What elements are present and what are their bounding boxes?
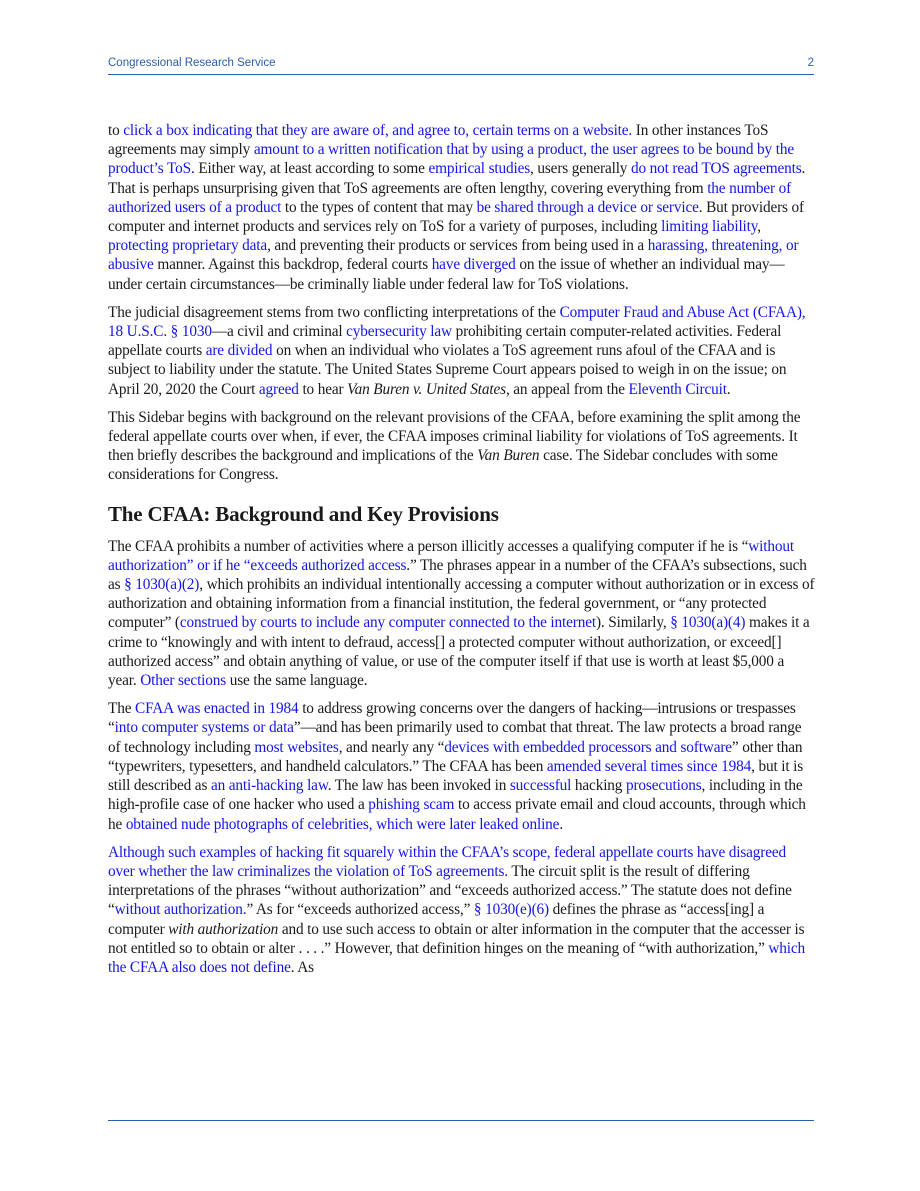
text: . That is perhaps unsurprising given that ToS agreements are often lengthy, covering everything from <box>108 160 806 197</box>
case-name-italic: Van Buren <box>477 447 540 465</box>
footer-divider <box>108 1120 814 1121</box>
text: , but it is still described as <box>108 757 804 795</box>
case-name-italic: Van Buren v. United States <box>347 380 506 398</box>
text: on the issue of whether an individual may—under certain circumstances—be criminally liable under federal law for ToS violations. <box>108 256 785 293</box>
text: to the types of content that may <box>281 198 477 216</box>
text: to address growing concerns over the dangers of hacking—intrusions or trespasses “ <box>108 700 796 737</box>
link-click-a-box[interactable]: click a box indicating that they are aware of, and agree to, certain terms on a website. <box>123 122 633 139</box>
link-anti-hacking-law[interactable]: an anti-hacking law <box>210 777 328 795</box>
link-eleventh-circuit[interactable]: Eleventh Circuit <box>628 380 727 398</box>
link-without-authorization[interactable]: without authorization” or if he “exceeds authorized access <box>108 537 794 574</box>
link-cfaa-statute[interactable]: Computer Fraud and Abuse Act (CFAA), 18 U.S.C. § 1030 <box>108 303 806 341</box>
link-1030-a-4[interactable]: § 1030(a)(4) <box>670 614 746 632</box>
text: hacking <box>571 777 626 795</box>
link-harassing-threatening[interactable]: harassing, threatening, or abusive <box>108 237 799 274</box>
header-org-name: Congressional Research Service <box>108 57 276 69</box>
text: . But providers of computer and internet products and services rely on ToS for a variety of purposes, including <box>108 198 804 236</box>
link-protecting-proprietary-data[interactable]: protecting proprietary data <box>108 237 268 255</box>
paragraph-cfaa-prohibitions <box>108 537 816 691</box>
header-page-number: 2 <box>807 57 814 69</box>
text: ” As for “exceeds authorized access,” <box>246 901 474 919</box>
text: to hear <box>298 380 348 398</box>
text: In other instances ToS agreements may simply <box>108 122 769 159</box>
text: on when an individual who violates a ToS agreement runs afoul of the CFAA and is subject to liability under the statute. The United States Supreme Court appears poised to weigh in on the issue; on April 20, 2020 the Court <box>108 342 787 398</box>
link-other-sections[interactable]: Other sections <box>140 672 227 690</box>
text: , which prohibits an individual intentionally accessing a computer without authorization or in excess of authorization and obtaining information from a financial institution, the federal government, or “any protected computer” ( <box>108 576 815 632</box>
text: —a civil and criminal <box>211 323 347 341</box>
link-most-websites[interactable]: most websites <box>254 738 339 756</box>
italic-phrase: with authorization <box>168 920 279 938</box>
text: , including in the high-profile case of one hacker who used a <box>108 777 803 814</box>
link-cybersecurity-law[interactable]: cybersecurity law <box>346 323 452 341</box>
text: defines the phrase as “access[ing] a computer <box>108 901 765 938</box>
paragraph-judicial-disagreement <box>108 303 816 399</box>
text: Either way, at least according to some <box>194 160 429 178</box>
link-be-shared[interactable]: be shared through a device or service <box>476 198 699 216</box>
paragraph-circuit-split <box>108 843 816 977</box>
section-heading: The CFAA: Background and Key Provisions <box>108 501 499 526</box>
text: .” The phrases appear in a number of the CFAA’s subsections, such as <box>108 556 807 594</box>
text: This Sidebar begins with background on the relevant provisions of the CFAA, before examining the split among the federal appellate courts over when, if ever, the CFAA imposes criminal liability for violations of ToS agreements. It then briefly describes the background and implications of the <box>108 408 801 465</box>
link-are-divided[interactable]: are divided <box>205 342 273 360</box>
link-without-authorization-def[interactable]: without authorization. <box>114 901 247 919</box>
link-phishing-scam[interactable]: phishing scam <box>368 796 455 814</box>
text: . <box>559 815 563 833</box>
text: makes it a crime to “knowingly and with intent to defraud, access[] a protected computer without authorization, or exceed[] authorized access” and obtain anything of value, or use of the computer itself if that use is worth at least $5,000 a year. <box>108 614 810 690</box>
text: The judicial disagreement stems from two conflicting interpretations of the <box>108 303 560 321</box>
text: to <box>108 122 124 139</box>
text: . As <box>290 958 314 976</box>
text: to access private email and cloud accounts, through which he <box>108 796 806 833</box>
paragraph-sidebar-overview <box>108 408 816 485</box>
link-courts-have-disagreed[interactable]: Although such examples of hacking fit squarely within the CFAA’s scope, federal appellate courts have disagreed over whether the law criminalizes the violation of ToS agreements. <box>108 843 787 880</box>
text: , <box>757 218 761 236</box>
link-construed-by-courts[interactable]: construed by courts to include any computer connected to the internet <box>179 614 596 632</box>
text: case. The Sidebar concludes with some considerations for Congress. <box>108 447 778 484</box>
text: use the same language. <box>226 672 368 690</box>
text: ). Similarly, <box>595 614 671 632</box>
text: . The law has been invoked in <box>327 777 510 795</box>
text: , an appeal from the <box>505 380 629 398</box>
text: The CFAA prohibits a number of activities where a person illicitly accesses a qualifying computer if he is “ <box>108 537 749 555</box>
link-cfaa-does-not-define[interactable]: which the CFAA also does not define <box>108 939 806 976</box>
text: ”—and has been primarily used to combat that threat. The law protects a broad range of technology including <box>108 719 802 756</box>
paragraph-cfaa-history <box>108 699 816 833</box>
link-number-of-authorized-users[interactable]: the number of authorized users of a product <box>108 179 792 216</box>
link-have-diverged[interactable]: have diverged <box>431 256 516 274</box>
text: prohibiting certain computer-related activities. Federal appellate courts <box>108 323 782 360</box>
paragraph-tos-intro <box>108 121 816 294</box>
text: manner. Against this backdrop, federal courts <box>153 256 432 274</box>
link-cfaa-enacted-1984[interactable]: CFAA was enacted in 1984 <box>135 700 299 718</box>
link-into-computer-systems[interactable]: into computer systems or data <box>114 719 294 737</box>
link-agreed[interactable]: agreed <box>258 380 299 398</box>
link-empirical-studies[interactable]: empirical studies <box>428 160 531 178</box>
link-written-notification[interactable]: amount to a written notification that by using a product, the user agrees to be bound by the product’s ToS. <box>108 141 794 178</box>
link-obtained-nude-photographs[interactable]: obtained nude photographs of celebrities, which were later leaked online <box>125 815 560 833</box>
page-header <box>108 56 814 75</box>
text: The <box>108 700 136 718</box>
text: The circuit split is the result of differing interpretations of the phrases “without authorization” and “exceeds authorized access.” The statute does not define “ <box>108 862 792 919</box>
link-1030-a-2[interactable]: § 1030(a)(2) <box>124 576 200 594</box>
link-limiting-liability[interactable]: limiting liability <box>661 218 758 236</box>
document-body <box>108 121 816 986</box>
text: . <box>726 380 731 398</box>
text: , and preventing their products or services from being used in a <box>267 237 648 255</box>
link-amended-several-times[interactable]: amended several times since 1984 <box>546 757 752 775</box>
link-devices-embedded-processors[interactable]: devices with embedded processors and software <box>444 738 732 756</box>
text: , users generally <box>530 160 631 178</box>
text: , and nearly any “ <box>338 738 445 756</box>
text: ” other than “typewriters, typesetters, and handheld calculators.” The CFAA has been <box>108 738 803 775</box>
link-prosecutions[interactable]: prosecutions <box>625 777 702 795</box>
link-do-not-read-tos[interactable]: do not read TOS agreements <box>630 160 802 178</box>
text: and to use such access to obtain or alter information in the computer that the accesser is not entitled so to obtain or alter . . . .” However, that definition hinges on the meaning of “with authorization,” <box>108 920 805 957</box>
link-successful[interactable]: successful <box>509 777 572 795</box>
link-1030-e-6[interactable]: § 1030(e)(6) <box>473 901 549 919</box>
